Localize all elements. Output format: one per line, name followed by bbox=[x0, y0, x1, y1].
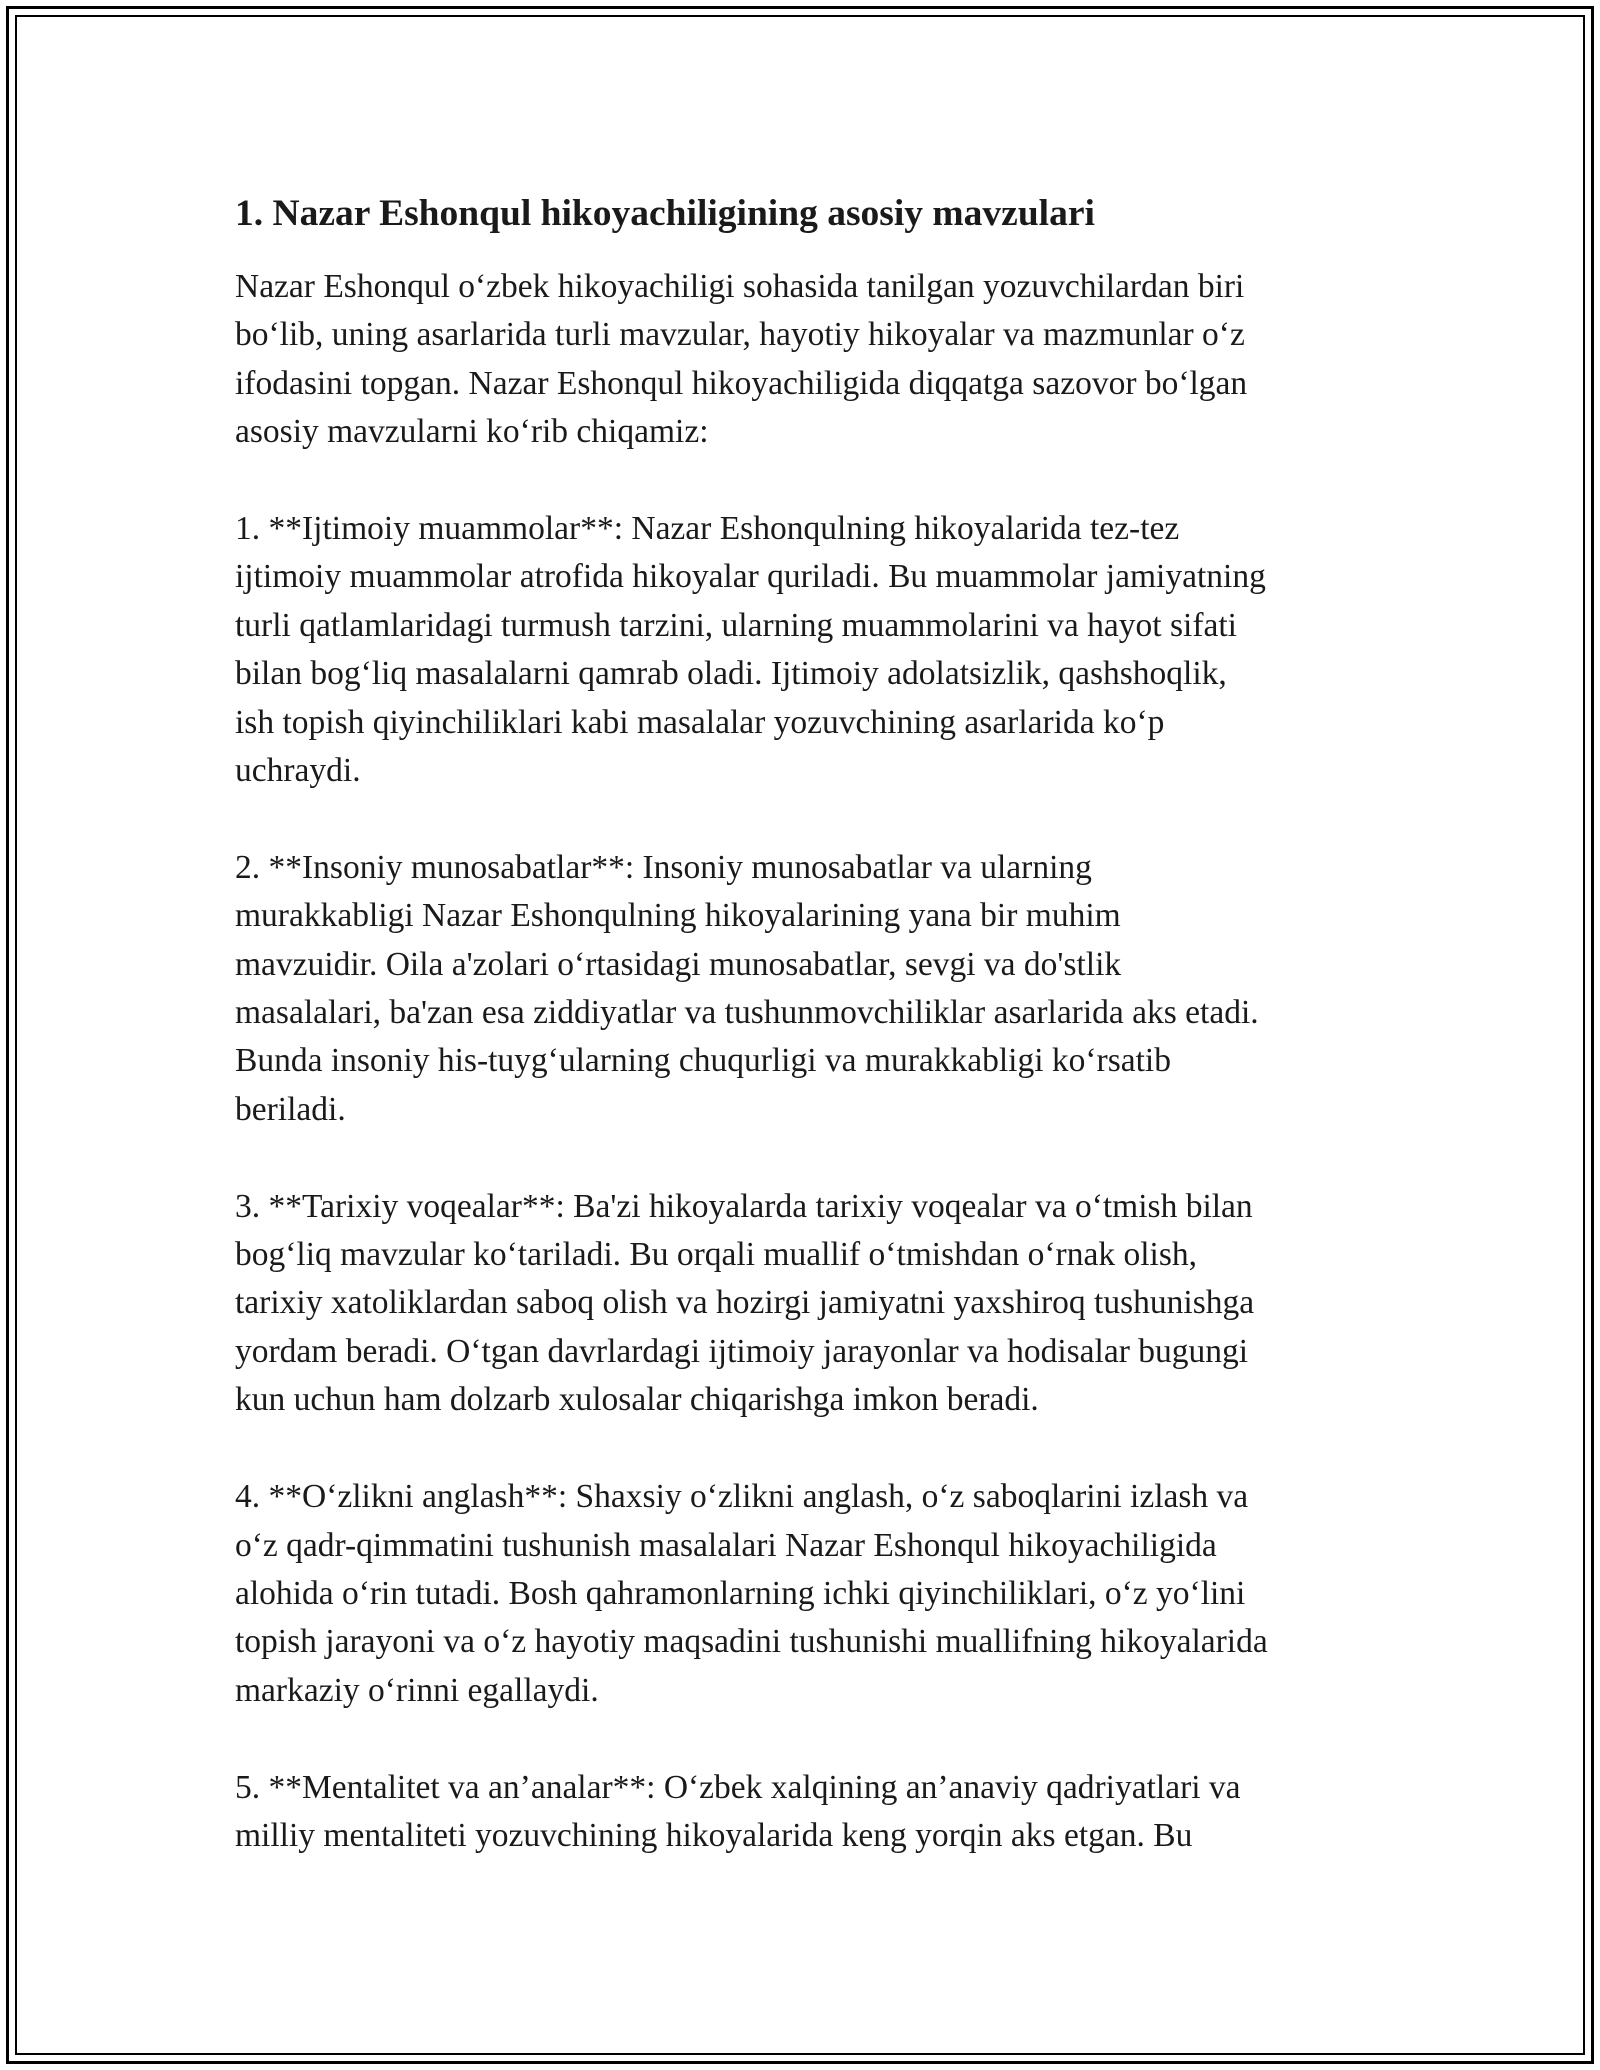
section-title: 1. Nazar Eshonqul hikoyachiligining asosiy mavzulari bbox=[235, 193, 1095, 234]
text-line: kun uchun ham dolzarb xulosalar chiqarishga imkon beradi. bbox=[235, 1381, 1039, 1419]
paragraph-list bbox=[235, 263, 1375, 1860]
text-line: yordam beradi. O‘tgan davrlardagi ijtimoiy jarayonlar va hodisalar bugungi bbox=[235, 1332, 1249, 1370]
text-line: Bunda insoniy his-tuyg‘ularning chuqurligi va murakkabligi ko‘rsatib bbox=[235, 1042, 1171, 1080]
text-line: masalalari, ba'zan esa ziddiyatlar va tushunmovchiliklar asarlarida aks etadi. bbox=[235, 994, 1259, 1032]
text-line: 3. **Tarixiy voqealar**: Ba'zi hikoyalarda tarixiy voqealar va o‘tmish bilan bbox=[235, 1187, 1253, 1225]
text-line: bog‘liq mavzular ko‘tariladi. Bu orqali muallif o‘tmishdan o‘rnak olish, bbox=[235, 1236, 1197, 1274]
text-line: ish topish qiyinchiliklari kabi masalalar yozuvchining asarlarida ko‘p bbox=[235, 703, 1165, 741]
text-line: tarixiy xatoliklardan saboq olish va hozirgi jamiyatni yaxshiroq tushunishga bbox=[235, 1284, 1255, 1322]
document-body bbox=[235, 185, 1375, 1860]
text-line: beriladi. bbox=[235, 1090, 346, 1128]
text-line: bilan bog‘liq masalalarni qamrab oladi. Ijtimoiy adolatsizlik, qashshoqlik, bbox=[235, 655, 1227, 693]
text-line: ijtimoiy muammolar atrofida hikoyalar quriladi. Bu muammolar jamiyatning bbox=[235, 558, 1266, 596]
text-line: markaziy o‘rinni egallaydi. bbox=[235, 1671, 599, 1709]
text-line: o‘z qadr-qimmatini tushunish masalalari Nazar Eshonqul hikoyachiligida bbox=[235, 1526, 1217, 1564]
text-line: topish jarayoni va o‘z hayotiy maqsadini tushunishi muallifning hikoyalarida bbox=[235, 1623, 1268, 1661]
paragraph bbox=[235, 263, 1375, 457]
paragraph bbox=[235, 1473, 1375, 1715]
text-line: 2. **Insoniy munosabatlar**: Insoniy munosabatlar va ularning bbox=[235, 848, 1092, 886]
text-line: alohida o‘rin tutadi. Bosh qahramonlarning ichki qiyinchiliklari, o‘z yo‘lini bbox=[235, 1574, 1246, 1612]
text-line: 4. **O‘zlikni anglash**: Shaxsiy o‘zlikni anglash, o‘z saboqlarini izlash va bbox=[235, 1478, 1249, 1516]
paragraph bbox=[235, 844, 1375, 1134]
text-line: asosiy mavzularni ko‘rib chiqamiz: bbox=[235, 413, 709, 451]
paragraph bbox=[235, 1764, 1375, 1861]
text-line: mavzuidir. Oila a'zolari o‘rtasidagi munosabatlar, sevgi va do'stlik bbox=[235, 945, 1122, 983]
text-line: 5. **Mentalitet va an’analar**: O‘zbek xalqining an’anaviy qadriyatlari va bbox=[235, 1768, 1241, 1806]
text-line: murakkabligi Nazar Eshonqulning hikoyalarining yana bir muhim bbox=[235, 897, 1121, 935]
text-line: Nazar Eshonqul o‘zbek hikoyachiligi sohasida tanilgan yozuvchilardan biri bbox=[235, 268, 1245, 305]
paragraph bbox=[235, 505, 1375, 795]
paragraph bbox=[235, 1183, 1375, 1425]
text-line: turli qatlamlaridagi turmush tarzini, ularning muammolarini va hayot sifati bbox=[235, 606, 1237, 644]
text-line: 1. **Ijtimoiy muammolar**: Nazar Eshonqulning hikoyalarida tez-tez bbox=[235, 510, 1180, 548]
text-line: ifodasini topgan. Nazar Eshonqul hikoyachiligida diqqatga sazovor bo‘lgan bbox=[235, 364, 1248, 402]
text-line: uchraydi. bbox=[235, 752, 361, 790]
text-line: bo‘lib, uning asarlarida turli mavzular, hayotiy hikoyalar va mazmunlar o‘z bbox=[235, 316, 1245, 354]
text-line: milliy mentaliteti yozuvchining hikoyalarida keng yorqin aks etgan. Bu bbox=[235, 1816, 1193, 1854]
